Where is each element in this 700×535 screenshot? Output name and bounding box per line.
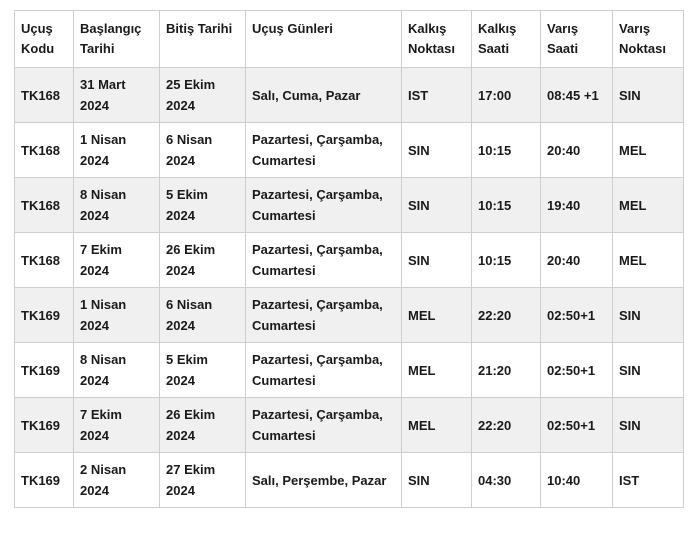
- cell-arrival-point: SIN: [613, 343, 684, 398]
- cell-start-date: 1 Nisan 2024: [74, 288, 160, 343]
- table-row: [15, 68, 684, 123]
- cell-flight-days: Pazartesi, Çarşamba, Cumartesi: [246, 343, 402, 398]
- cell-end-date: 26 Ekim 2024: [160, 398, 246, 453]
- cell-flight-code: TK168: [15, 178, 74, 233]
- cell-arrival-time: 02:50+1: [541, 343, 613, 398]
- cell-flight-code: TK169: [15, 343, 74, 398]
- cell-end-date: 25 Ekim 2024: [160, 68, 246, 123]
- table-row: [15, 398, 684, 453]
- cell-end-date: 6 Nisan 2024: [160, 123, 246, 178]
- cell-departure-time: 22:20: [472, 398, 541, 453]
- cell-departure-time: 10:15: [472, 123, 541, 178]
- cell-departure-point: SIN: [402, 123, 472, 178]
- cell-start-date: 8 Nisan 2024: [74, 343, 160, 398]
- header-start-date: Başlangıç Tarihi: [74, 11, 160, 68]
- cell-arrival-point: SIN: [613, 288, 684, 343]
- header-departure-time: Kalkış Saati: [472, 11, 541, 68]
- cell-end-date: 5 Ekim 2024: [160, 178, 246, 233]
- cell-flight-days: Pazartesi, Çarşamba, Cumartesi: [246, 398, 402, 453]
- cell-arrival-time: 02:50+1: [541, 398, 613, 453]
- table-row: [15, 123, 684, 178]
- table-row: [15, 233, 684, 288]
- cell-departure-time: 10:15: [472, 233, 541, 288]
- header-flight-days: Uçuş Günleri: [246, 11, 402, 68]
- cell-flight-code: TK169: [15, 453, 74, 508]
- cell-arrival-point: SIN: [613, 68, 684, 123]
- cell-arrival-point: MEL: [613, 178, 684, 233]
- cell-departure-point: IST: [402, 68, 472, 123]
- table-row: [15, 178, 684, 233]
- cell-flight-code: TK168: [15, 123, 74, 178]
- cell-arrival-time: 19:40: [541, 178, 613, 233]
- flight-schedule-table: [14, 10, 684, 508]
- cell-arrival-point: IST: [613, 453, 684, 508]
- cell-flight-days: Salı, Perşembe, Pazar: [246, 453, 402, 508]
- cell-arrival-time: 20:40: [541, 233, 613, 288]
- cell-departure-point: SIN: [402, 178, 472, 233]
- cell-flight-days: Pazartesi, Çarşamba, Cumartesi: [246, 123, 402, 178]
- cell-start-date: 7 Ekim 2024: [74, 398, 160, 453]
- table-body: [15, 68, 684, 508]
- cell-arrival-time: 02:50+1: [541, 288, 613, 343]
- table-row: [15, 288, 684, 343]
- cell-departure-time: 04:30: [472, 453, 541, 508]
- cell-departure-time: 22:20: [472, 288, 541, 343]
- cell-arrival-point: MEL: [613, 233, 684, 288]
- cell-departure-time: 21:20: [472, 343, 541, 398]
- cell-departure-time: 17:00: [472, 68, 541, 123]
- cell-arrival-point: MEL: [613, 123, 684, 178]
- cell-flight-days: Salı, Cuma, Pazar: [246, 68, 402, 123]
- cell-arrival-time: 08:45 +1: [541, 68, 613, 123]
- header-arrival-point: Varış Noktası: [613, 11, 684, 68]
- cell-departure-point: SIN: [402, 233, 472, 288]
- header-flight-code: Uçuş Kodu: [15, 11, 74, 68]
- cell-departure-time: 10:15: [472, 178, 541, 233]
- cell-end-date: 5 Ekim 2024: [160, 343, 246, 398]
- cell-start-date: 2 Nisan 2024: [74, 453, 160, 508]
- cell-flight-days: Pazartesi, Çarşamba, Cumartesi: [246, 178, 402, 233]
- cell-arrival-time: 20:40: [541, 123, 613, 178]
- cell-end-date: 27 Ekim 2024: [160, 453, 246, 508]
- cell-end-date: 26 Ekim 2024: [160, 233, 246, 288]
- cell-start-date: 1 Nisan 2024: [74, 123, 160, 178]
- cell-departure-point: SIN: [402, 453, 472, 508]
- cell-end-date: 6 Nisan 2024: [160, 288, 246, 343]
- cell-flight-days: Pazartesi, Çarşamba, Cumartesi: [246, 288, 402, 343]
- cell-start-date: 31 Mart 2024: [74, 68, 160, 123]
- cell-departure-point: MEL: [402, 343, 472, 398]
- cell-departure-point: MEL: [402, 288, 472, 343]
- cell-flight-code: TK168: [15, 233, 74, 288]
- cell-start-date: 8 Nisan 2024: [74, 178, 160, 233]
- cell-flight-days: Pazartesi, Çarşamba, Cumartesi: [246, 233, 402, 288]
- header-arrival-time: Varış Saati: [541, 11, 613, 68]
- table-row: [15, 453, 684, 508]
- table-row: [15, 343, 684, 398]
- cell-flight-code: TK169: [15, 288, 74, 343]
- cell-arrival-point: SIN: [613, 398, 684, 453]
- cell-departure-point: MEL: [402, 398, 472, 453]
- cell-start-date: 7 Ekim 2024: [74, 233, 160, 288]
- header-row: [15, 11, 684, 68]
- header-end-date: Bitiş Tarihi: [160, 11, 246, 68]
- cell-flight-code: TK168: [15, 68, 74, 123]
- header-departure-point: Kalkış Noktası: [402, 11, 472, 68]
- cell-flight-code: TK169: [15, 398, 74, 453]
- cell-arrival-time: 10:40: [541, 453, 613, 508]
